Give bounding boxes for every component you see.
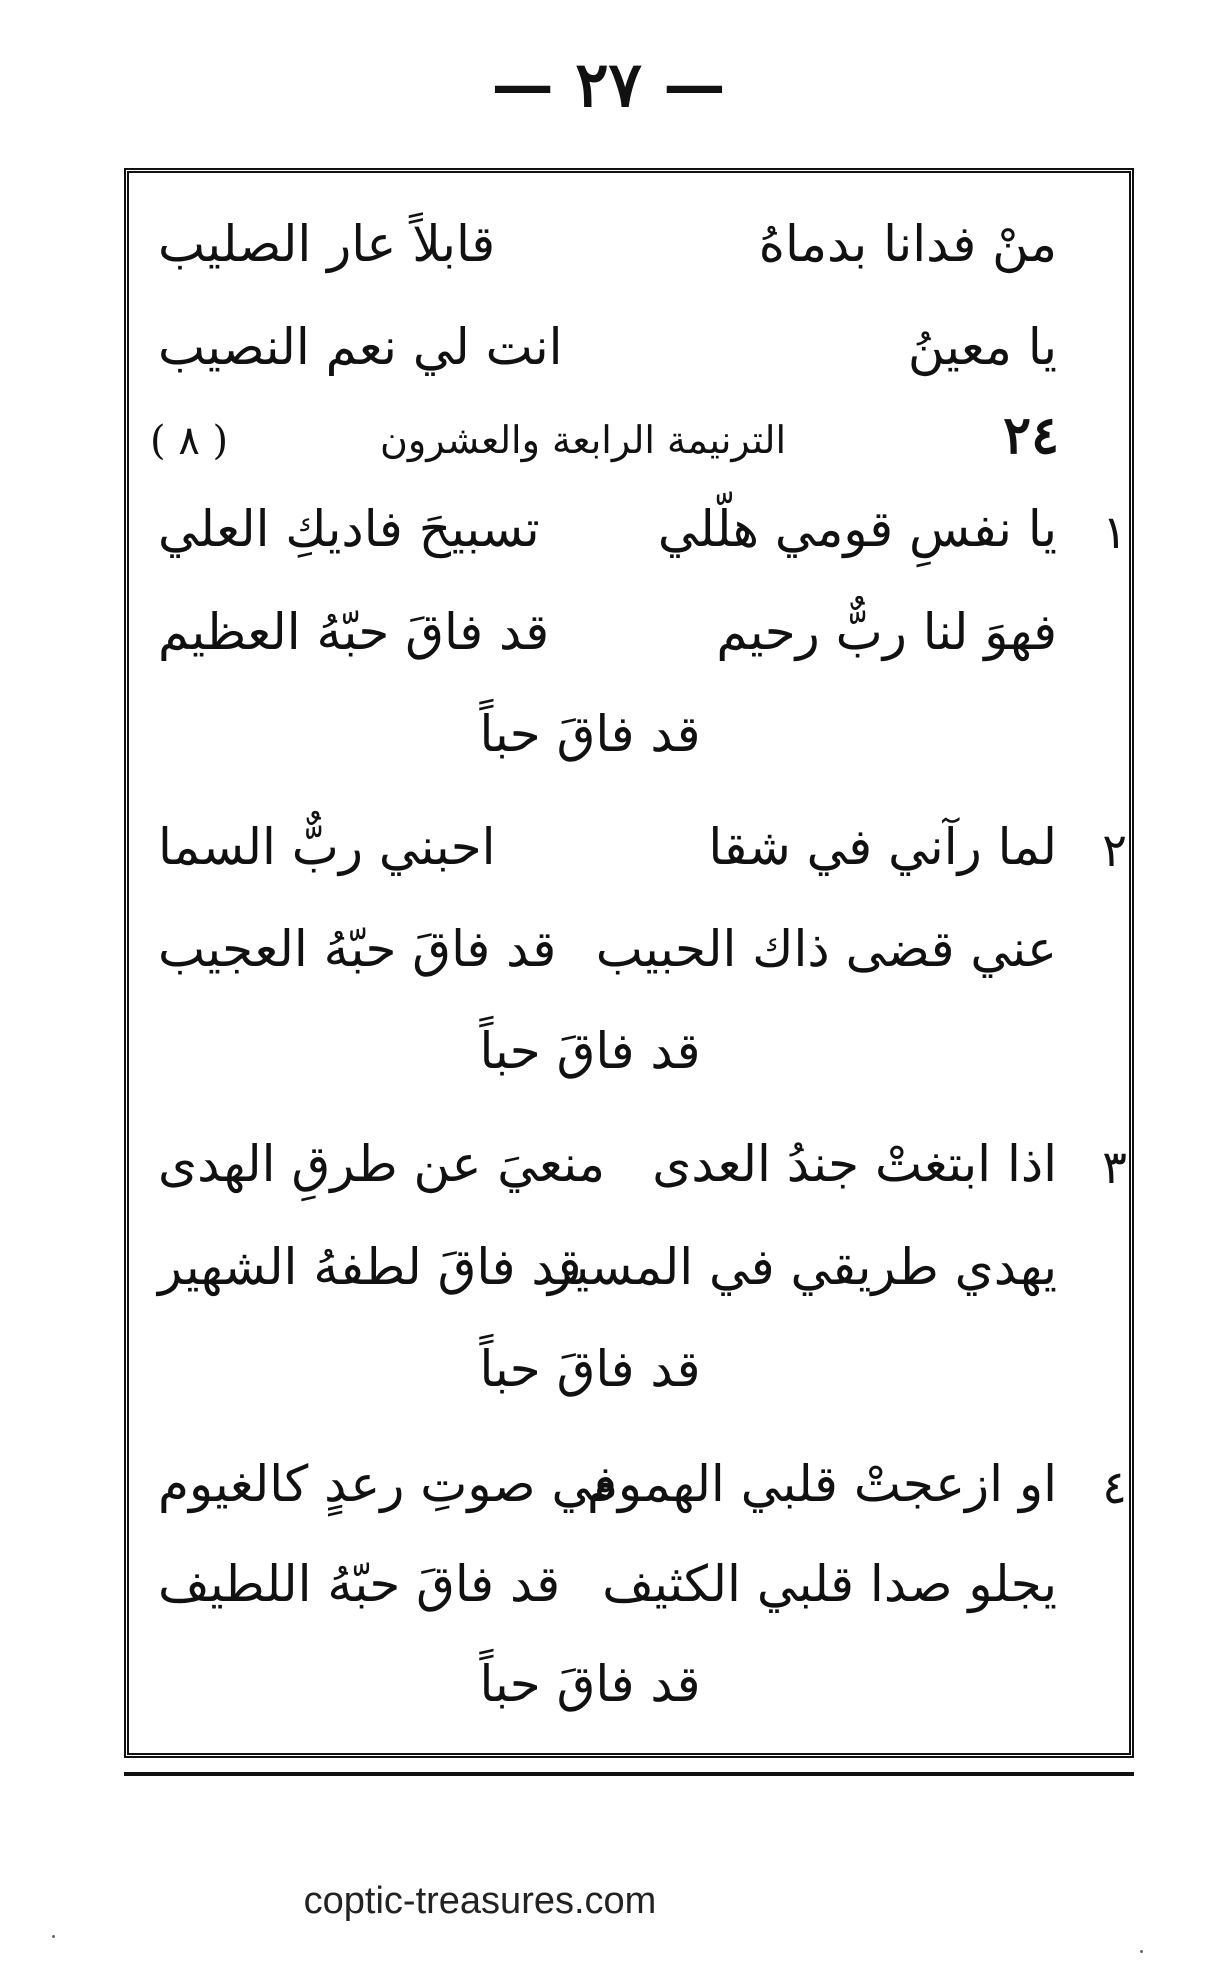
stanza-number: ٢: [1102, 823, 1127, 877]
intro-line-1-right: منْ فدانا بدماهُ: [758, 215, 1057, 273]
verse-right: يهدي طريقي في المسير: [547, 1238, 1057, 1296]
hymn-title: الترنيمة الرابعة والعشرون: [380, 418, 786, 462]
stanza-number: ٣: [1102, 1140, 1127, 1194]
verse-right: عني قضى ذاك الحبيب: [595, 920, 1057, 978]
bottom-rule: [124, 1772, 1134, 1776]
intro-line-2-right: يا معينُ: [907, 318, 1057, 376]
refrain: قد فاقَ حباً: [479, 1022, 701, 1080]
refrain: قد فاقَ حباً: [479, 1655, 701, 1713]
verse-left: احبني ربٌّ السما: [158, 818, 496, 876]
verse-right: لما رآني في شقا: [708, 818, 1057, 876]
hymn-number: ٢٤: [1003, 405, 1059, 466]
verse-right: او ازعجتْ قلبي الهموم: [586, 1455, 1057, 1513]
verse-right: فهوَ لنا ربٌّ رحيم: [716, 603, 1057, 661]
verse-right: اذا ابتغتْ جندُ العدى: [652, 1135, 1057, 1193]
hymn-tune: ( ٨ ): [150, 418, 229, 464]
scan-speck: [1140, 1950, 1143, 1953]
verse-left: في صوتِ رعدٍ كالغيوم: [158, 1455, 618, 1513]
verse-right: يا نفسِ قومي هلّلي: [657, 500, 1057, 558]
stanza-number: ١: [1102, 505, 1127, 559]
intro-line-2-left: انت لي نعم النصيب: [158, 318, 563, 376]
verse-left: منعيَ عن طرقِ الهدى: [158, 1135, 605, 1193]
verse-left: تسبيحَ فاديكِ العلي: [158, 500, 540, 558]
verse-right: يجلو صدا قلبي الكثيف: [602, 1555, 1057, 1613]
scan-speck: [52, 1935, 55, 1938]
page-number: — ٢٧ —: [491, 48, 726, 121]
refrain: قد فاقَ حباً: [479, 705, 701, 763]
footer-url: coptic-treasures.com: [303, 1880, 657, 1922]
verse-left: قد فاقَ حبّهُ العظيم: [158, 603, 550, 661]
verse-left: قد فاقَ لطفهُ الشهير: [158, 1238, 582, 1296]
verse-left: قد فاقَ حبّهُ العجيب: [158, 920, 557, 978]
stanza-number: ٤: [1102, 1460, 1127, 1514]
verse-left: قد فاقَ حبّهُ اللطيف: [158, 1555, 561, 1613]
intro-line-1-left: قابلاً عار الصليب: [158, 215, 496, 273]
refrain: قد فاقَ حباً: [479, 1340, 701, 1398]
